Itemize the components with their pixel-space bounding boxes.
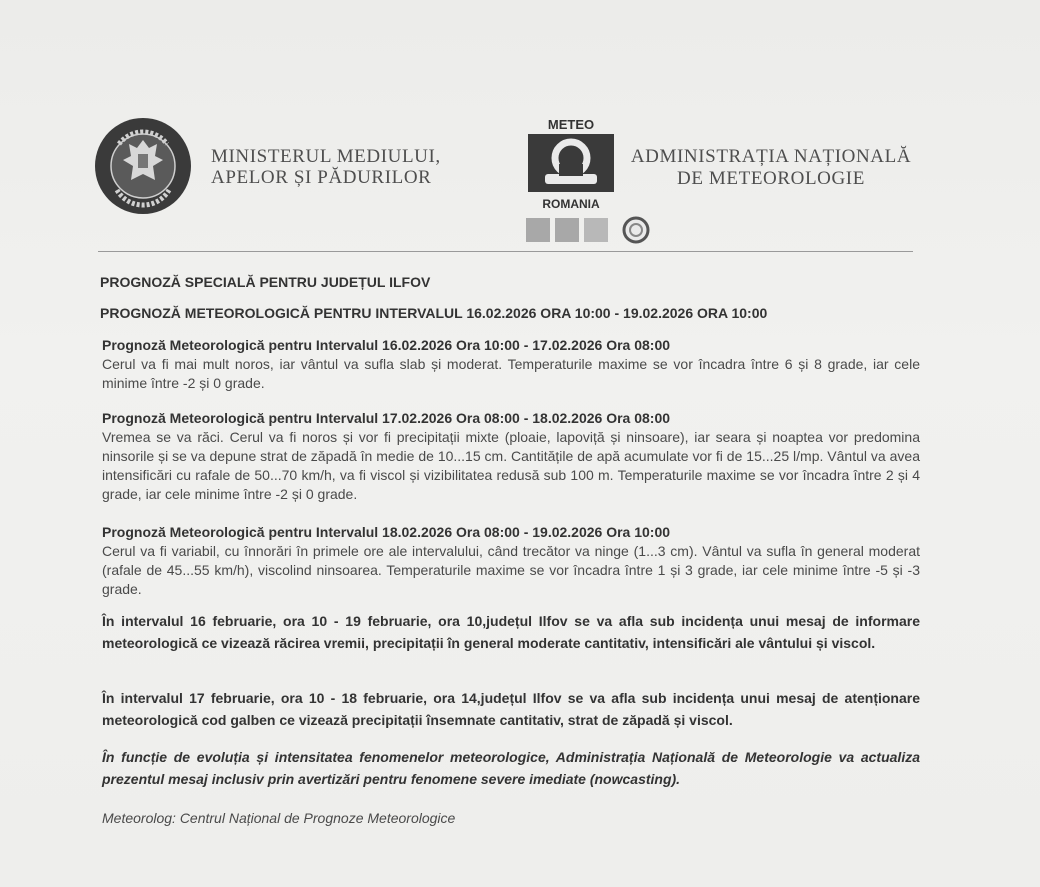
section-heading: Prognoză Meteorologică pentru Intervalul 18.02.2026 Ora 08:00 - 19.02.2026 Ora 10:00	[102, 524, 671, 540]
forecast-section	[102, 409, 920, 504]
signature-line: Meteorolog: Centrul Național de Prognoze Meteorologice	[102, 810, 456, 826]
ministry-line-2: APELOR ȘI PĂDURILOR	[211, 167, 432, 188]
yellow-warning-notice: În intervalul 17 februarie, ora 10 - 18 februarie, ora 14,județul Ilfov se va afla sub incidența unui mesaj de atenționare meteorologică cod galben ce vizează precipitații însemnate cantitativ, strat de zăpadă și viscol.	[102, 690, 920, 728]
ministry-name	[211, 146, 441, 188]
information-notice: În intervalul 16 februarie, ora 10 - 19 februarie, ora 10,județul Ilfov se va afla sub incidența unui mesaj de informare meteorologică ce vizează răcirea vremii, precipitații în general moderate cantitativ, intensificări ale vântului și viscol.	[102, 613, 920, 651]
ministry-line-1: MINISTERUL MEDIULUI,	[211, 146, 441, 167]
anm-line-2: DE METEOROLOGIE	[677, 168, 865, 189]
document-title: PROGNOZĂ SPECIALĂ PENTRU JUDEȚUL ILFOV	[100, 274, 431, 290]
meteo-logo-top-text: METEO	[547, 117, 595, 132]
update-notice: În funcție de evoluția și intensitatea fenomenelor meteorologice, Administrația Națională de Meteorologie va actualiza prezentul mesaj inclusiv prin avertizări pentru fenomene severe imediate (nowcasting).	[102, 749, 920, 787]
government-seal-icon	[93, 114, 193, 218]
interval-title: PROGNOZĂ METEOROLOGICĂ PENTRU INTERVALUL 16.02.2026 ORA 10:00 - 19.02.2026 ORA 10:00	[100, 305, 768, 321]
certification-badges	[525, 214, 655, 244]
section-heading: Prognoză Meteorologică pentru Intervalul 16.02.2026 Ora 10:00 - 17.02.2026 Ora 08:00	[102, 337, 671, 353]
forecast-section	[102, 336, 920, 393]
header-divider	[98, 251, 913, 252]
meteo-romania-logo	[525, 116, 617, 212]
section-heading: Prognoză Meteorologică pentru Intervalul 17.02.2026 Ora 08:00 - 18.02.2026 Ora 08:00	[102, 410, 671, 426]
section-body: Vremea se va răci. Cerul va fi noros și vor fi precipitații mixte (ploaie, lapoviță și ninsoare), iar seara și noaptea vor predomina ninsorile și se va depune strat de zăpadă în medie de 10...15 cm. Cantitățile de apă acumulate vor fi de 15...25 l/mp. Vântul va avea intensificări cu rafale de 50...70 km/h, va fi viscol și vizibilitatea redusă sub 100 m. Temperaturile maxime se vor încadra între 2 și 4 grade, iar cele minime între -2 și 0 grade.	[102, 429, 920, 502]
meteo-logo-bottom-text: ROMANIA	[542, 197, 600, 211]
section-body: Cerul va fi variabil, cu înnorări în primele ore ale intervalului, când trecător va ninge (1...3 cm). Vântul va sufla în general moderat (rafale de 45...55 km/h), viscolind ninsoarea. Temperaturile maxime se vor încadra între 1 și 3 grade, iar cele minime între -5 și -3 grade.	[102, 543, 920, 597]
letterhead	[0, 0, 1040, 260]
section-body: Cerul va fi mai mult noros, iar vântul va sufla slab și moderat. Temperaturile maxime se vor încadra între 6 și 8 grade, iar cele minime între -2 și 0 grade.	[102, 356, 920, 391]
anm-line-1: ADMINISTRAȚIA NAȚIONALĂ	[630, 146, 912, 167]
anm-name	[626, 146, 916, 190]
forecast-section	[102, 523, 920, 599]
